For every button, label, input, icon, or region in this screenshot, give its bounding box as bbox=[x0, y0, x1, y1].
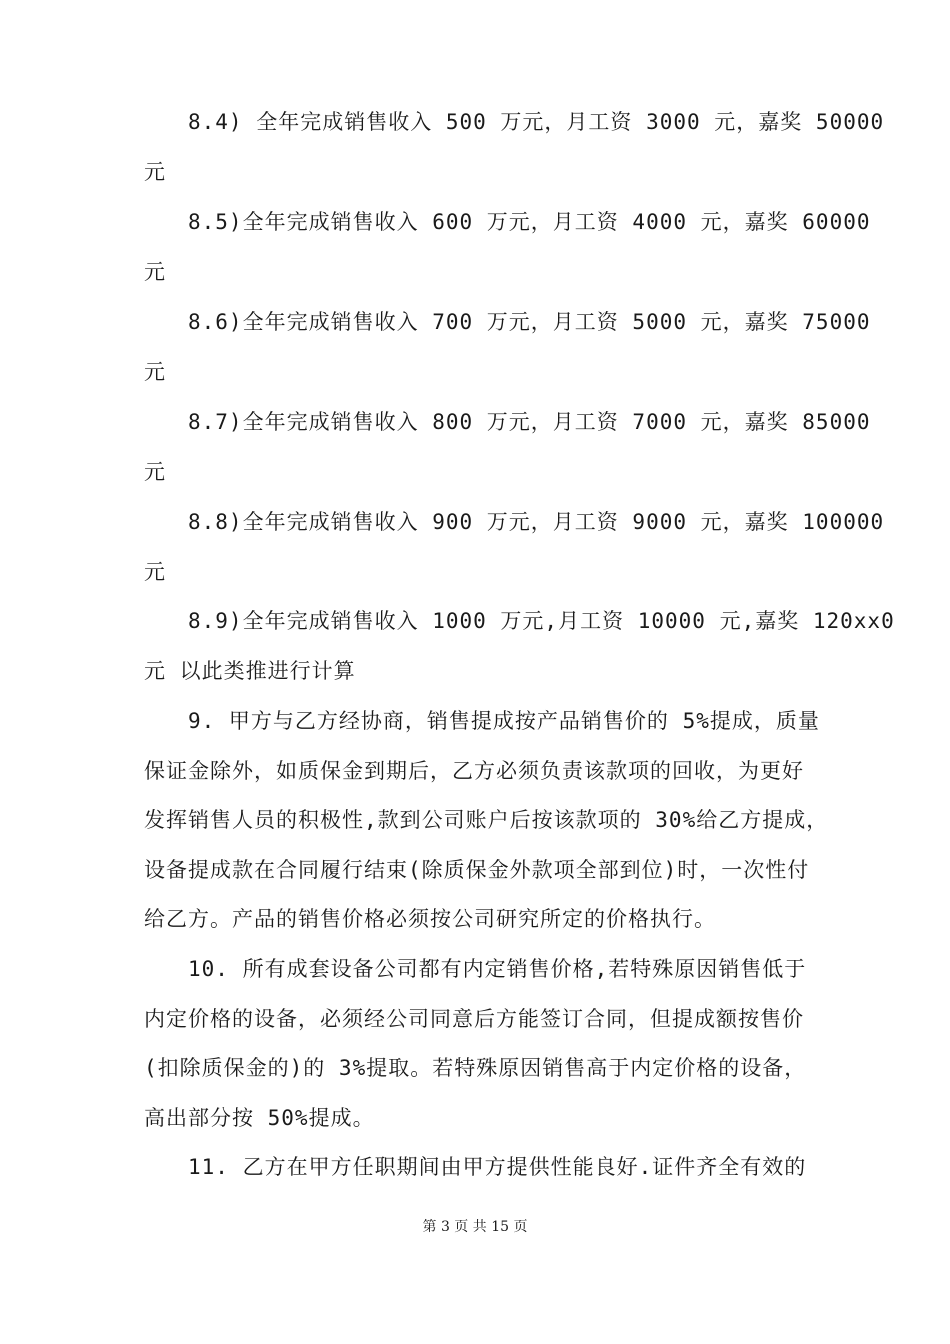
text-line: 8.9)全年完成销售收入 1000 万元,月工资 10000 元,嘉奖 120xx0 bbox=[188, 609, 895, 633]
text-line: 元 bbox=[144, 260, 166, 284]
text-line: 元 bbox=[144, 360, 166, 384]
text-line: 8.8)全年完成销售收入 900 万元，月工资 9000 元，嘉奖 100000 bbox=[188, 510, 885, 534]
text-line: 设备提成款在合同履行结束(除质保金外款项全部到位)时，一次性付 bbox=[144, 858, 810, 882]
text-line: 给乙方。产品的销售价格必须按公司研究所定的价格执行。 bbox=[144, 907, 716, 931]
text-line: (扣除质保金的)的 3%提取。若特殊原因销售高于内定价格的设备， bbox=[144, 1056, 807, 1080]
text-line: 元 bbox=[144, 460, 166, 484]
text-line: 高出部分按 50%提成。 bbox=[144, 1106, 375, 1130]
text-line: 元 以此类推进行计算 bbox=[144, 659, 356, 683]
text-line: 8.7)全年完成销售收入 800 万元，月工资 7000 元，嘉奖 85000 bbox=[188, 410, 871, 434]
text-line: 8.5)全年完成销售收入 600 万元，月工资 4000 元，嘉奖 60000 bbox=[188, 210, 871, 234]
text-line: 8.4) 全年完成销售收入 500 万元，月工资 3000 元，嘉奖 50000 bbox=[188, 110, 885, 134]
text-line: 元 bbox=[144, 160, 166, 184]
text-line: 9. 甲方与乙方经协商，销售提成按产品销售价的 5%提成，质量 bbox=[188, 709, 820, 733]
text-line: 10. 所有成套设备公司都有内定销售价格,若特殊原因销售低于 bbox=[188, 957, 807, 981]
text-line: 8.6)全年完成销售收入 700 万元，月工资 5000 元，嘉奖 75000 bbox=[188, 310, 871, 334]
text-line: 保证金除外，如质保金到期后，乙方必须负责该款项的回收，为更好 bbox=[144, 759, 804, 783]
text-line: 元 bbox=[144, 560, 166, 584]
text-line: 内定价格的设备，必须经公司同意后方能签订合同，但提成额按售价 bbox=[144, 1007, 804, 1031]
page-number-footer: 第 3 页 共 15 页 bbox=[422, 1219, 528, 1235]
text-line: 11. 乙方在甲方任职期间由甲方提供性能良好.证件齐全有效的 bbox=[188, 1155, 807, 1179]
text-line: 发挥销售人员的积极性,款到公司账户后按该款项的 30%给乙方提成， bbox=[144, 808, 829, 832]
